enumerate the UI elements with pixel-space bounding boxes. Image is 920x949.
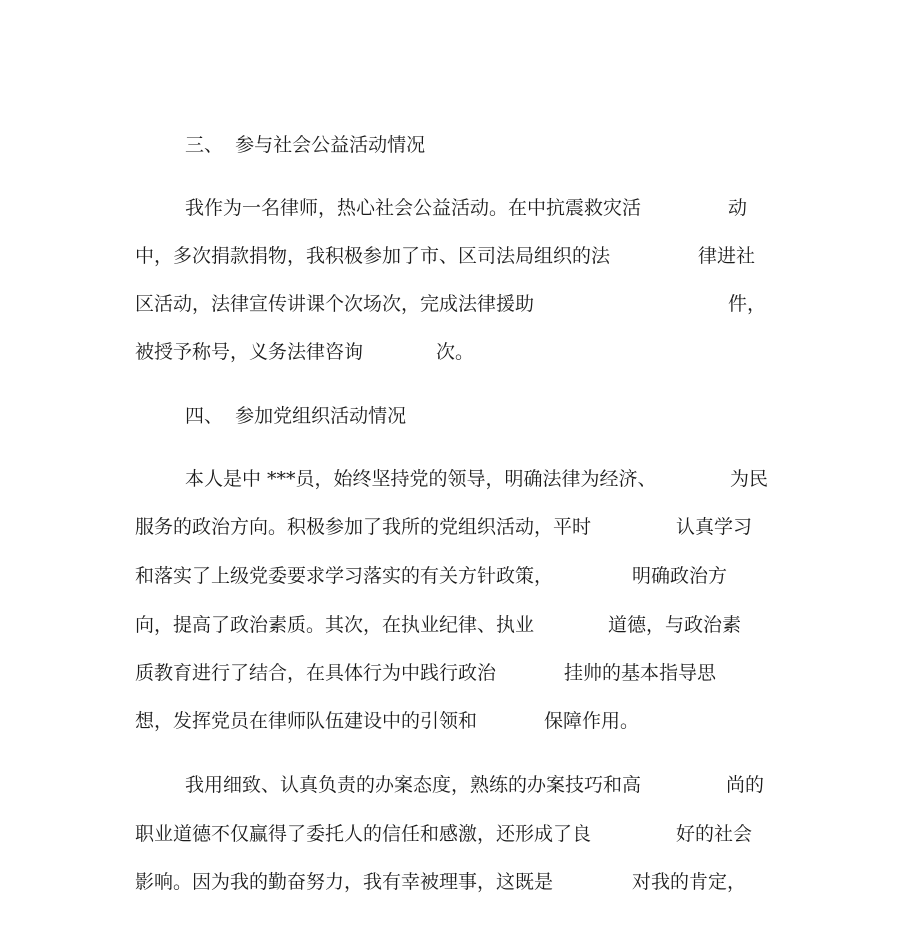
- text-segment: 我用细致、认真负责的办案态度，熟练的办案技巧和高: [185, 774, 642, 796]
- text-segment: 影响。因为我的勤奋努力，我有幸被理事，这既是: [135, 871, 554, 893]
- paragraph-line: [135, 870, 747, 942]
- text-segment: 职业道德不仅赢得了委托人的信任和感激，还形成了良: [135, 823, 592, 845]
- text-segment: 好的社会: [676, 823, 753, 845]
- text-segment: 质教育进行了结合，在具体行为中践行政治: [135, 662, 497, 684]
- text-segment: 本人是中 ***员，始终坚持党的领导，明确法律为经济、: [185, 468, 657, 490]
- text-segment: 动: [728, 197, 748, 219]
- text-segment: 我作为一名律师，热心社会公益活动。在中抗震救灾活: [185, 197, 642, 219]
- text-segment: 对我的肯定，: [632, 871, 747, 893]
- text-segment: 律进社: [698, 245, 756, 267]
- text-segment: 被授予称号，义务法律咨询: [135, 341, 364, 363]
- text-segment: 道德，与政治素: [608, 614, 742, 636]
- text-segment: 和落实了上级党委要求学习落实的有关方针政策，: [135, 565, 554, 587]
- text-segment: 尚的: [726, 774, 765, 796]
- text-segment: 次。: [436, 341, 475, 363]
- text-segment: 中，多次捐款捐物，我积极参加了市、区司法局组织的法: [135, 245, 611, 267]
- text-segment: 明确政治方: [632, 565, 728, 587]
- text-segment: 区活动，法律宣传讲课个次场次，完成法律援助: [135, 293, 535, 315]
- text-segment: 挂帅的基本指导思: [564, 662, 717, 684]
- text-segment: 服务的政治方向。积极参加了我所的党组织活动，平时: [135, 516, 592, 538]
- text-segment: 想，发挥党员在律师队伍建设中的引领和: [135, 710, 478, 732]
- text-segment: 认真学习: [676, 516, 753, 538]
- section-heading-4: 四、 参加党组织活动情况: [185, 405, 407, 427]
- text-segment: 保障作用。: [544, 710, 640, 732]
- paragraph-line: [135, 709, 640, 781]
- text-segment: 件，: [728, 293, 767, 315]
- text-segment: 为民: [730, 468, 769, 490]
- section-heading-3: 三、 参与社会公益活动情况: [185, 134, 426, 156]
- paragraph-line: [135, 340, 475, 412]
- text-segment: 向，提高了政治素质。其次，在执业纪律、执业: [135, 614, 535, 636]
